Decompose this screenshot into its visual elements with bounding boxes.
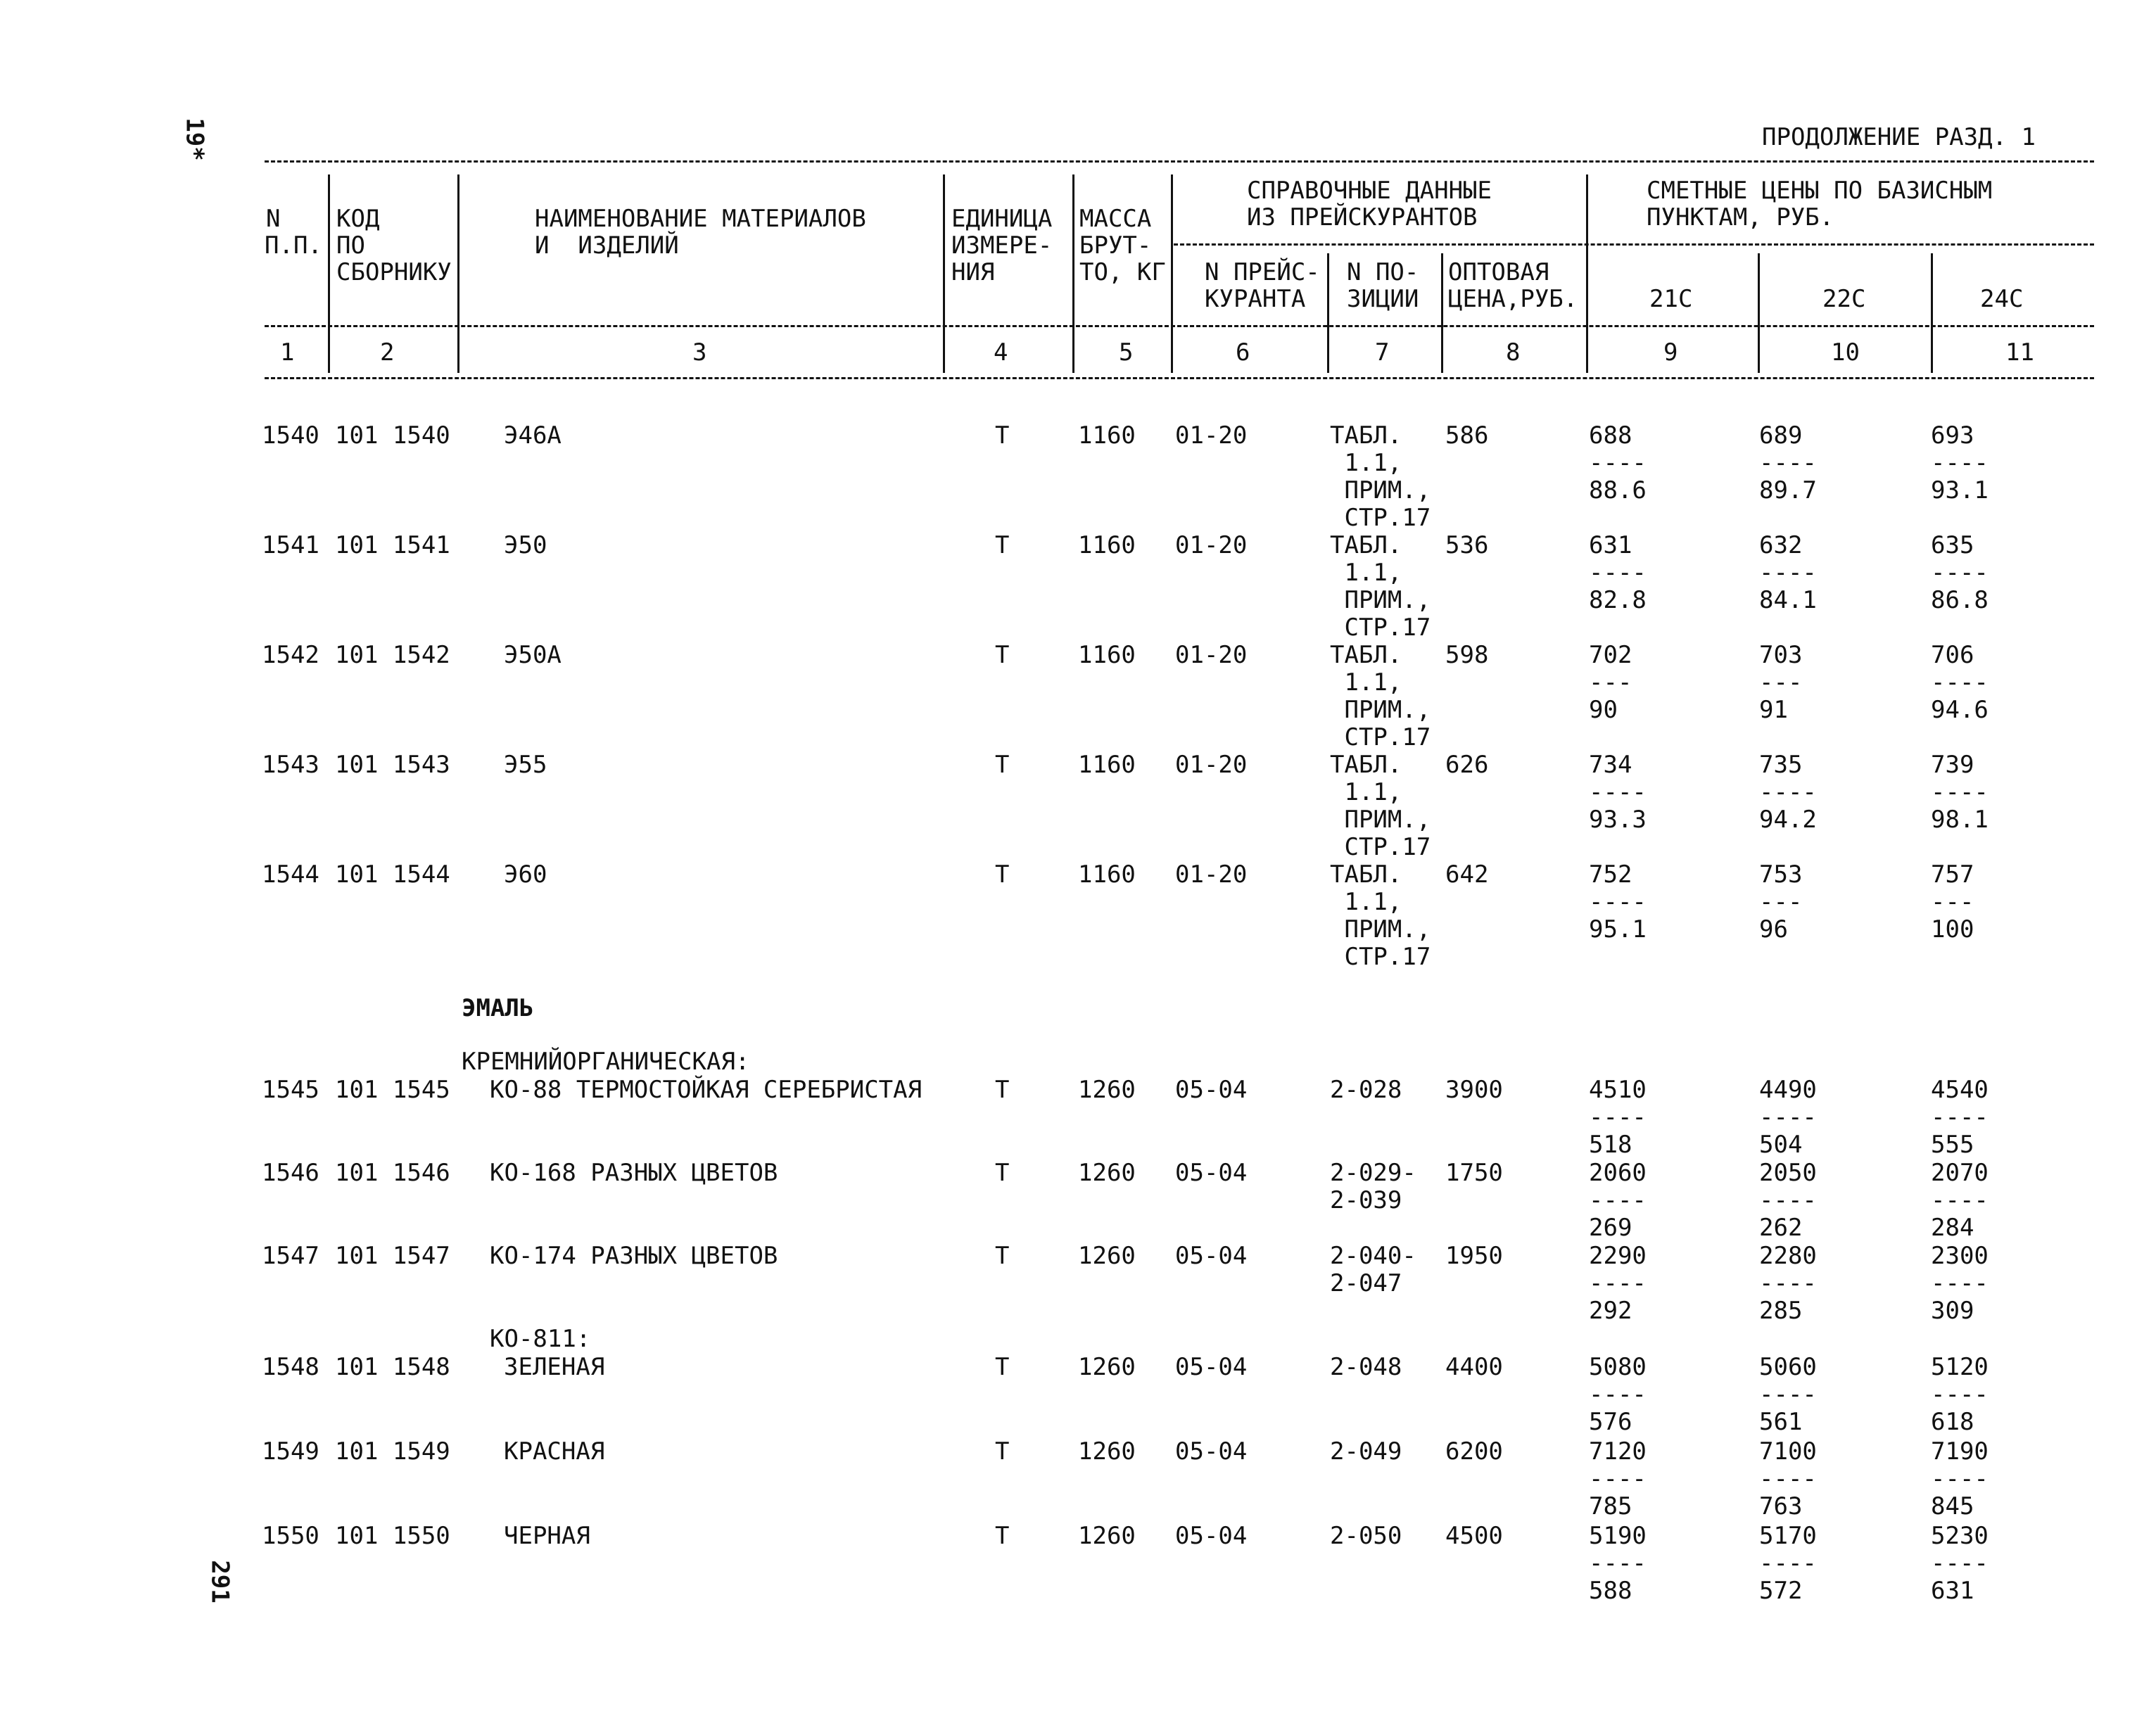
row-estimate-price: 88.6 [1589, 476, 1647, 504]
col5-header-line2: БРУТ- [1079, 231, 1152, 260]
row-estimate-price: ---- [1759, 449, 1817, 477]
row-estimate-price: ---- [1589, 778, 1647, 806]
row-unit: Т [995, 1159, 1010, 1187]
row-estimate-price: 5060 [1759, 1353, 1817, 1381]
row-position: 2-047 [1330, 1269, 1402, 1297]
row-position: ТАБЛ. [1330, 421, 1402, 450]
col8-header-line1: ОПТОВАЯ [1448, 258, 1549, 286]
section-title: ЭМАЛЬ [462, 994, 534, 1022]
row-unit: Т [995, 860, 1010, 889]
row-estimate-price: 2280 [1759, 1242, 1817, 1270]
col-number: 3 [692, 338, 707, 367]
row-estimate-price: 757 [1931, 860, 1974, 889]
row-mass: 1160 [1078, 531, 1136, 559]
col-number: 5 [1119, 338, 1134, 367]
row-wholesale-price: 1750 [1445, 1159, 1503, 1187]
row-position: 1.1, [1330, 888, 1402, 916]
row-wholesale-price: 1950 [1445, 1242, 1503, 1270]
row-unit: Т [995, 641, 1010, 669]
prices-group-header-line2: ПУНКТАМ, РУБ. [1647, 203, 1834, 231]
row-code: 101 1545 [335, 1076, 450, 1104]
row-name: Э60 [504, 860, 547, 889]
row-name: КО-174 РАЗНЫХ ЦВЕТОВ [490, 1242, 778, 1270]
col-number: 4 [994, 338, 1008, 367]
row-estimate-price: 84.1 [1759, 586, 1817, 614]
col2-header-line1: КОД [336, 205, 380, 233]
row-position: ТАБЛ. [1330, 751, 1402, 779]
row-estimate-price: ---- [1759, 1549, 1817, 1577]
row-position: ТАБЛ. [1330, 860, 1402, 889]
row-position: СТР.17 [1330, 504, 1431, 532]
prices-group-header-line1: СМЕТНЫЕ ЦЕНЫ ПО БАЗИСНЫМ [1647, 177, 1993, 205]
row-estimate-price: ---- [1931, 1269, 1989, 1297]
row-mass: 1260 [1078, 1437, 1136, 1466]
row-estimate-price: 5190 [1589, 1522, 1647, 1550]
row-estimate-price: 2050 [1759, 1159, 1817, 1187]
row-estimate-price: --- [1931, 888, 1974, 916]
row-code: 101 1549 [335, 1437, 450, 1466]
row-wholesale-price: 586 [1445, 421, 1489, 450]
row-number: 1541 [262, 531, 319, 559]
col10-header: 22С [1822, 285, 1866, 313]
row-pricelist: 05-04 [1175, 1242, 1248, 1270]
row-wholesale-price: 3900 [1445, 1076, 1503, 1104]
row-estimate-price: 572 [1759, 1577, 1803, 1605]
col4-header-line3: НИЯ [951, 258, 995, 286]
row-estimate-price: ---- [1931, 778, 1989, 806]
row-estimate-price: ---- [1931, 449, 1989, 477]
row-pricelist: 01-20 [1175, 751, 1248, 779]
row-estimate-price: --- [1589, 668, 1632, 697]
row-position: 2-040- [1330, 1242, 1416, 1270]
row-pricelist: 05-04 [1175, 1076, 1248, 1104]
row-estimate-price: 96 [1759, 915, 1788, 944]
row-position: 2-029- [1330, 1159, 1416, 1187]
row-mass: 1260 [1078, 1522, 1136, 1550]
header-divider [1327, 253, 1329, 373]
row-position: 1.1, [1330, 668, 1402, 697]
col1-header-line2: П.П. [265, 231, 322, 260]
row-mass: 1260 [1078, 1242, 1136, 1270]
row-estimate-price: ---- [1931, 1380, 1989, 1409]
row-estimate-price: ---- [1589, 1269, 1647, 1297]
row-estimate-price: 631 [1931, 1577, 1974, 1605]
row-position: ПРИМ., [1330, 586, 1431, 614]
row-unit: Т [995, 1242, 1010, 1270]
row-estimate-price: ---- [1589, 888, 1647, 916]
row-number: 1547 [262, 1242, 319, 1270]
row-estimate-price: ---- [1931, 1465, 1989, 1493]
row-position: СТР.17 [1330, 723, 1431, 751]
row-unit: Т [995, 1437, 1010, 1466]
col-number: 1 [280, 338, 295, 367]
col1-header-line1: N [266, 205, 281, 233]
col-number: 9 [1663, 338, 1678, 367]
row-mass: 1260 [1078, 1353, 1136, 1381]
row-position: 2-050 [1330, 1522, 1402, 1550]
row-estimate-price: 91 [1759, 696, 1788, 724]
row-number: 1544 [262, 860, 319, 889]
row-pricelist: 01-20 [1175, 860, 1248, 889]
row-estimate-price: 7100 [1759, 1437, 1817, 1466]
row-number: 1543 [262, 751, 319, 779]
row-estimate-price: 262 [1759, 1214, 1803, 1242]
row-estimate-price: 2070 [1931, 1159, 1989, 1187]
row-name: КО-168 РАЗНЫХ ЦВЕТОВ [490, 1159, 778, 1187]
row-unit: Т [995, 1522, 1010, 1550]
row-code: 101 1547 [335, 1242, 450, 1270]
row-estimate-price: 82.8 [1589, 586, 1647, 614]
row-position: СТР.17 [1330, 833, 1431, 861]
row-number: 1549 [262, 1437, 319, 1466]
row-name: Э55 [504, 751, 547, 779]
col3-header-line2: И ИЗДЕЛИЙ [535, 231, 679, 260]
row-estimate-price: ---- [1759, 1186, 1817, 1214]
row-position: 1.1, [1330, 778, 1402, 806]
row-position: ПРИМ., [1330, 476, 1431, 504]
col-number: 11 [2005, 338, 2034, 367]
reference-group-header-line1: СПРАВОЧНЫЕ ДАННЫЕ [1247, 177, 1492, 205]
row-estimate-price: ---- [1931, 1549, 1989, 1577]
row-estimate-price: 292 [1589, 1297, 1632, 1325]
row-code: 101 1541 [335, 531, 450, 559]
row-code: 101 1542 [335, 641, 450, 669]
header-divider [1586, 174, 1588, 373]
row-estimate-price: 4490 [1759, 1076, 1817, 1104]
col6-header-line2: КУРАНТА [1205, 285, 1306, 313]
row-estimate-price: 284 [1931, 1214, 1974, 1242]
row-estimate-price: 763 [1759, 1492, 1803, 1520]
row-unit: Т [995, 751, 1010, 779]
row-position: ПРИМ., [1330, 696, 1431, 724]
row-wholesale-price: 6200 [1445, 1437, 1503, 1466]
row-estimate-price: 2060 [1589, 1159, 1647, 1187]
row-unit: Т [995, 531, 1010, 559]
row-estimate-price: 4510 [1589, 1076, 1647, 1104]
row-estimate-price: 734 [1589, 751, 1632, 779]
row-mass: 1260 [1078, 1159, 1136, 1187]
row-name: КО-88 ТЕРМОСТОЙКАЯ СЕРЕБРИСТАЯ [490, 1076, 922, 1104]
row-number: 1550 [262, 1522, 319, 1550]
row-mass: 1160 [1078, 421, 1136, 450]
row-name: Э46А [504, 421, 562, 450]
row-estimate-price: 269 [1589, 1214, 1632, 1242]
row-estimate-price: 90 [1589, 696, 1618, 724]
row-estimate-price: 5120 [1931, 1353, 1989, 1381]
row-pricelist: 01-20 [1175, 531, 1248, 559]
row-estimate-price: 100 [1931, 915, 1974, 944]
row-estimate-price: 5170 [1759, 1522, 1817, 1550]
row-name: ЧЕРНАЯ [504, 1522, 590, 1550]
header-divider [1072, 174, 1074, 373]
header-divider [1171, 174, 1173, 373]
row-estimate-price: 285 [1759, 1297, 1803, 1325]
row-position: 2-048 [1330, 1353, 1402, 1381]
row-unit: Т [995, 1353, 1010, 1381]
row-estimate-price: 5080 [1589, 1353, 1647, 1381]
row-pricelist: 05-04 [1175, 1159, 1248, 1187]
row-pricelist: 05-04 [1175, 1522, 1248, 1550]
row-code: 101 1550 [335, 1522, 450, 1550]
header-divider [457, 174, 459, 373]
col11-header: 24С [1980, 285, 2024, 313]
col2-header-line2: ПО [336, 231, 365, 260]
row-estimate-price: 688 [1589, 421, 1632, 450]
row-estimate-price: 689 [1759, 421, 1803, 450]
row-wholesale-price: 4500 [1445, 1522, 1503, 1550]
row-estimate-price: ---- [1589, 1465, 1647, 1493]
page-number: 291 [205, 1560, 234, 1603]
row-estimate-price: ---- [1589, 559, 1647, 587]
row-mass: 1260 [1078, 1076, 1136, 1104]
row-estimate-price: 93.1 [1931, 476, 1989, 504]
subsection-title: КРЕМНИЙОРГАНИЧЕСКАЯ: [462, 1048, 750, 1076]
header-divider [328, 174, 330, 373]
row-position: ПРИМ., [1330, 806, 1431, 834]
row-estimate-price: 4540 [1931, 1076, 1989, 1104]
row-position: 2-039 [1330, 1186, 1402, 1214]
row-estimate-price: 7120 [1589, 1437, 1647, 1466]
row-mass: 1160 [1078, 860, 1136, 889]
row-mass: 1160 [1078, 751, 1136, 779]
row-wholesale-price: 642 [1445, 860, 1489, 889]
row-pricelist: 01-20 [1175, 641, 1248, 669]
row-estimate-price: 94.6 [1931, 696, 1989, 724]
row-position: 1.1, [1330, 449, 1402, 477]
row-code: 101 1544 [335, 860, 450, 889]
col4-header-line1: ЕДИНИЦА [951, 205, 1053, 233]
row-estimate-price: ---- [1589, 449, 1647, 477]
row-estimate-price: ---- [1759, 1269, 1817, 1297]
row-position: ТАБЛ. [1330, 531, 1402, 559]
row-estimate-price: 753 [1759, 860, 1803, 889]
col9-header: 21С [1649, 285, 1693, 313]
col-number: 2 [380, 338, 395, 367]
header-sub-rule [1174, 243, 2094, 246]
page-mark-top: 19* [180, 117, 209, 161]
row-mass: 1160 [1078, 641, 1136, 669]
row-unit: Т [995, 421, 1010, 450]
row-estimate-price: 845 [1931, 1492, 1974, 1520]
row-estimate-price: 752 [1589, 860, 1632, 889]
row-unit: Т [995, 1076, 1010, 1104]
row-number: 1548 [262, 1353, 319, 1381]
header-divider [1758, 253, 1760, 373]
row-position: 2-049 [1330, 1437, 1402, 1466]
row-code: 101 1540 [335, 421, 450, 450]
row-estimate-price: 702 [1589, 641, 1632, 669]
row-estimate-price: ---- [1589, 1186, 1647, 1214]
row-estimate-price: 89.7 [1759, 476, 1817, 504]
row-number: 1540 [262, 421, 319, 450]
row-name: Э50 [504, 531, 547, 559]
row-number: 1545 [262, 1076, 319, 1104]
row-estimate-price: 618 [1931, 1408, 1974, 1436]
col5-header-line1: МАССА [1079, 205, 1152, 233]
row-estimate-price: 588 [1589, 1577, 1632, 1605]
row-estimate-price: 635 [1931, 531, 1974, 559]
row-estimate-price: 309 [1931, 1297, 1974, 1325]
row-estimate-price: --- [1759, 888, 1803, 916]
row-estimate-price: 706 [1931, 641, 1974, 669]
row-wholesale-price: 4400 [1445, 1353, 1503, 1381]
row-estimate-price: 93.3 [1589, 806, 1647, 834]
row-estimate-price: 555 [1931, 1131, 1974, 1159]
row-name: ЗЕЛЕНАЯ [504, 1353, 605, 1381]
header-divider [1931, 253, 1933, 373]
row-estimate-price: ---- [1759, 1380, 1817, 1409]
row-estimate-price: --- [1759, 668, 1803, 697]
row-pricelist: 05-04 [1175, 1437, 1248, 1466]
row-code: 101 1543 [335, 751, 450, 779]
row-estimate-price: ---- [1931, 559, 1989, 587]
col-number: 6 [1236, 338, 1250, 367]
row-estimate-price: ---- [1589, 1549, 1647, 1577]
row-name: КРАСНАЯ [504, 1437, 605, 1466]
row-estimate-price: ---- [1589, 1380, 1647, 1409]
row-estimate-price: 2300 [1931, 1242, 1989, 1270]
row-wholesale-price: 536 [1445, 531, 1489, 559]
col6-header-line1: N ПРЕЙС- [1205, 258, 1320, 286]
col7-header-line2: ЗИЦИИ [1347, 285, 1419, 313]
row-estimate-price: 632 [1759, 531, 1803, 559]
row-estimate-price: ---- [1759, 559, 1817, 587]
col4-header-line2: ИЗМЕРЕ- [951, 231, 1053, 260]
col-number: 10 [1831, 338, 1860, 367]
row-estimate-price: 785 [1589, 1492, 1632, 1520]
row-estimate-price: ---- [1931, 1186, 1989, 1214]
row-wholesale-price: 626 [1445, 751, 1489, 779]
row-estimate-price: 98.1 [1931, 806, 1989, 834]
col2-header-line3: СБОРНИКУ [336, 258, 452, 286]
row-position: 1.1, [1330, 559, 1402, 587]
subsection-title: КО-811: [490, 1325, 591, 1353]
row-estimate-price: 693 [1931, 421, 1974, 450]
row-estimate-price: 7190 [1931, 1437, 1989, 1466]
row-estimate-price: ---- [1759, 1103, 1817, 1131]
row-position: СТР.17 [1330, 943, 1431, 971]
row-position: СТР.17 [1330, 614, 1431, 642]
row-estimate-price: 518 [1589, 1131, 1632, 1159]
row-estimate-price: 5230 [1931, 1522, 1989, 1550]
row-code: 101 1546 [335, 1159, 450, 1187]
row-estimate-price: ---- [1589, 1103, 1647, 1131]
col-number: 7 [1375, 338, 1390, 367]
row-name: Э50А [504, 641, 562, 669]
col3-header-line1: НАИМЕНОВАНИЕ МАТЕРИАЛОВ [535, 205, 866, 233]
continuation-label: ПРОДОЛЖЕНИЕ РАЗД. 1 [1762, 123, 2036, 151]
row-estimate-price: 86.8 [1931, 586, 1989, 614]
row-estimate-price: 739 [1931, 751, 1974, 779]
row-estimate-price: 94.2 [1759, 806, 1817, 834]
row-estimate-price: ---- [1759, 1465, 1817, 1493]
header-divider [1441, 253, 1443, 373]
row-wholesale-price: 598 [1445, 641, 1489, 669]
row-pricelist: 05-04 [1175, 1353, 1248, 1381]
row-position: ПРИМ., [1330, 915, 1431, 944]
col7-header-line1: N ПО- [1347, 258, 1419, 286]
row-estimate-price: 576 [1589, 1408, 1632, 1436]
row-estimate-price: ---- [1759, 778, 1817, 806]
row-position: 2-028 [1330, 1076, 1402, 1104]
row-estimate-price: 561 [1759, 1408, 1803, 1436]
row-code: 101 1548 [335, 1353, 450, 1381]
row-number: 1542 [262, 641, 319, 669]
row-estimate-price: 631 [1589, 531, 1632, 559]
row-pricelist: 01-20 [1175, 421, 1248, 450]
row-estimate-price: 703 [1759, 641, 1803, 669]
header-num-rule [265, 325, 2094, 327]
header-top-rule [265, 160, 2094, 163]
col5-header-line3: ТО, КГ [1079, 258, 1166, 286]
row-estimate-price: 95.1 [1589, 915, 1647, 944]
reference-group-header-line2: ИЗ ПРЕЙСКУРАНТОВ [1247, 203, 1478, 231]
row-estimate-price: 2290 [1589, 1242, 1647, 1270]
row-position: ТАБЛ. [1330, 641, 1402, 669]
row-estimate-price: ---- [1931, 1103, 1989, 1131]
header-bottom-rule [265, 377, 2094, 379]
row-estimate-price: 504 [1759, 1131, 1803, 1159]
header-divider [943, 174, 945, 373]
row-estimate-price: ---- [1931, 668, 1989, 697]
row-estimate-price: 735 [1759, 751, 1803, 779]
row-number: 1546 [262, 1159, 319, 1187]
col-number: 8 [1506, 338, 1521, 367]
col8-header-line2: ЦЕНА,РУБ. [1448, 285, 1578, 313]
